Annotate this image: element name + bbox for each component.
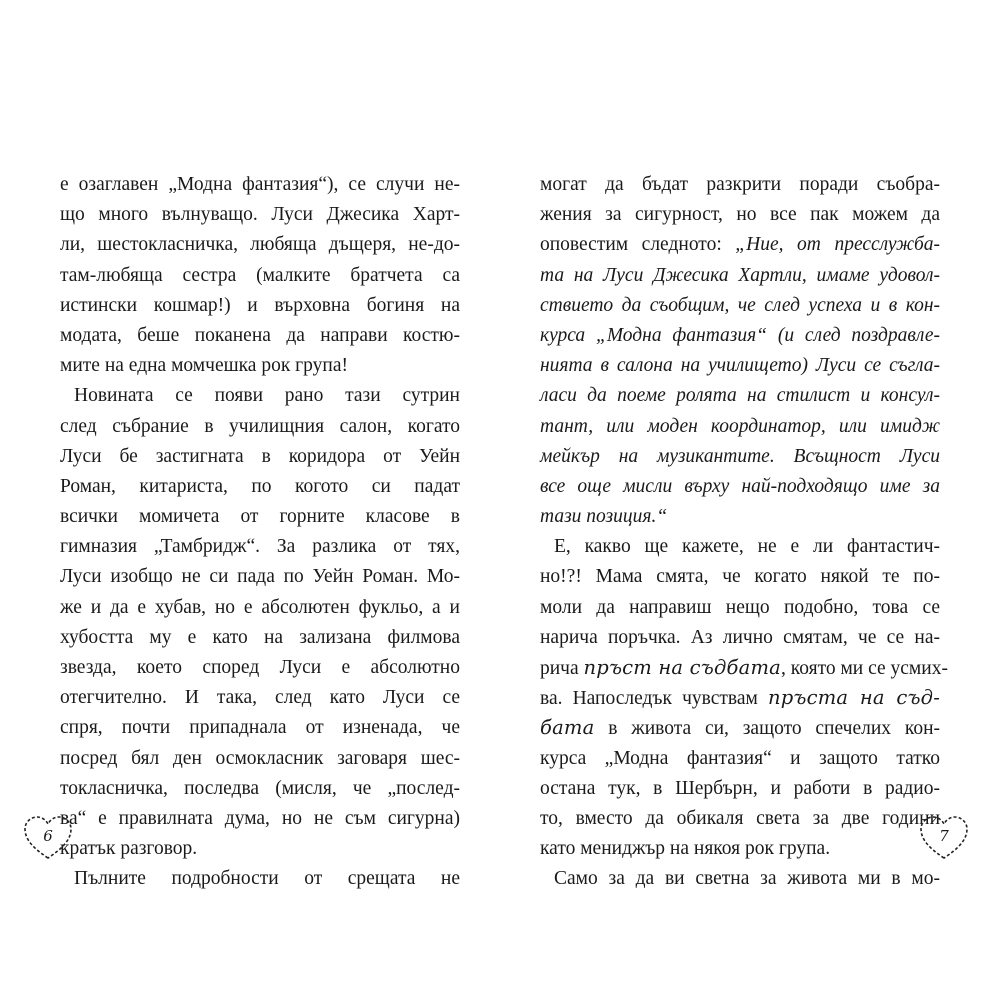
text-line: то, вместо да обикаля света за две години (540, 807, 940, 829)
text-line: та на Луси Джесика Хартли, имаме удовол- (540, 264, 940, 286)
page-number-right (918, 814, 970, 862)
text-line: нията в салона на училището) Луси се съгла- (540, 355, 940, 377)
text-fragment: ва. Напоследък чувствам (540, 688, 768, 710)
text-line: мите на една момчешка рок група! (60, 355, 348, 377)
text-line: отегчително. И така, след като Луси се (60, 687, 460, 709)
text-line: що много вълнуващо. Луси Джесика Харт- (60, 204, 460, 226)
text-line (540, 683, 940, 713)
text-line: токласничка, последва (мисля, че „послед- (60, 777, 460, 799)
text-line: там-любяща сестра (малките братчета са (60, 264, 460, 286)
text-line: Новината се появи рано тази сутрин (74, 385, 460, 407)
text-line: мейкър на музикантите. Всъщност Луси (540, 445, 940, 467)
text-line: тант, или моден координатор, или имидж (540, 415, 940, 437)
text-fragment: в живота си, защото спечелих кон- (594, 718, 940, 740)
text-line (540, 230, 940, 260)
text-line: посред бял ден осмокласник заговаря шес- (60, 747, 460, 769)
text-line: всички момичета от горните класове в (60, 506, 460, 528)
page-number: 7 (939, 827, 949, 845)
text-line: кратък разговор. (60, 838, 198, 860)
text-line: же и да е хубав, но е абсолютен фукльо, а и (60, 596, 460, 618)
text-line: ли, шестокласничка, любяща дъщеря, не-до- (60, 234, 460, 256)
text-line: модата, беше поканена да направи костю- (60, 324, 460, 346)
page-number-left (22, 814, 74, 862)
text-line: курса „Модна фантазия“ (и след поздравле- (540, 324, 940, 346)
text-line: остана тук, в Шербърн, и работи в радио- (540, 777, 940, 799)
text-line: е озаглавен „Модна фантазия“), се случи не- (60, 174, 460, 195)
text-line: звезда, което според Луси е абсолютно (60, 657, 460, 678)
text-line: все още мисли върху най-подходящо име за (540, 475, 940, 497)
text-line: жения за сигурност, но все пак можем да (540, 204, 940, 226)
text-line: но!?! Мама смята, че когато някой те по- (540, 566, 940, 588)
left-page-text (60, 170, 460, 895)
text-line: ва“ е правилната дума, но не съм сигурна) (60, 807, 460, 829)
text-line: ствието да съобщим, че след успеха и в кон- (540, 294, 940, 316)
text-line: тази позиция.“ (540, 506, 668, 528)
text-line: гимназия „Тамбридж“. За разлика от тях, (60, 536, 460, 558)
text-line (540, 713, 940, 743)
text-line: Пълните подробности от срещата не (74, 868, 460, 890)
text-line: Само за да ви светна за живота ми в мо- (554, 868, 940, 890)
text-line: хубостта му е като на зализана филмова (60, 626, 460, 648)
text-line: ласи да поеме ролята на стилист и консул- (540, 385, 940, 407)
quote-fragment: „Ние, от пресслужба- (735, 234, 940, 256)
handwritten-phrase: пръст на съдбата (583, 656, 781, 679)
handwritten-phrase: пръста на съд- (767, 686, 940, 710)
text-line: Луси бе застигната в коридора от Уейн (60, 445, 460, 467)
text-fragment: рича (540, 658, 584, 679)
text-fragment: оповестим следното: (540, 234, 736, 256)
text-line (540, 653, 948, 683)
text-line: спря, почти припаднала от изненада, че (60, 717, 460, 739)
text-line: след събрание в училищния салон, когато (60, 415, 460, 437)
text-line: нарича поръчка. Аз лично смятам, че се на- (540, 626, 940, 648)
handwritten-phrase: бата (540, 716, 595, 740)
text-line: курса „Модна фантазия“ и защото татко (540, 747, 940, 769)
page-number: 6 (43, 827, 53, 845)
right-page-text (540, 170, 948, 895)
text-line: истински кошмар!) и върховна богиня на (60, 294, 460, 316)
text-fragment: , която ми се усмих- (780, 658, 948, 679)
text-line: моли да направиш нещо подобно, това се (540, 596, 940, 618)
text-line: Е, какво ще кажете, не е ли фантастич- (554, 536, 940, 558)
text-line: могат да бъдат разкрити поради съобра- (540, 174, 940, 195)
text-line: като мениджър на някоя рок група. (540, 838, 831, 860)
text-line: Луси изобщо не си пада по Уейн Роман. Мо- (60, 566, 460, 588)
text-line: Роман, китариста, по когото си падат (60, 475, 460, 497)
